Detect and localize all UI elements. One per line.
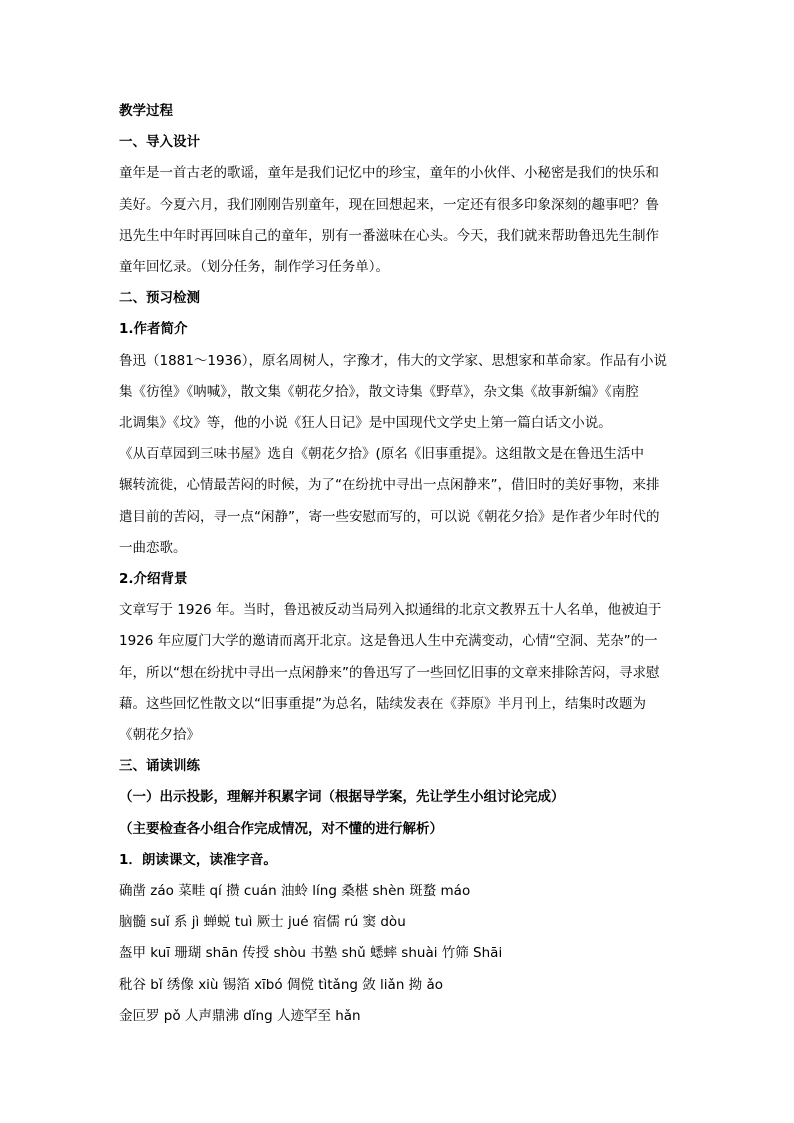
author-intro-paragraph — [119, 346, 679, 440]
pinyin-line: 秕谷 bǐ 绣像 xiù 锡箔 xībó 倜傥 tìtǎng 敛 liǎn 拗 ǎo — [119, 976, 443, 993]
para-line: 《从百草园到三味书屋》选自《朝花夕拾》(原名《旧事重提》。这组散文是在鲁迅生活中 — [119, 446, 645, 463]
collection-paragraph — [119, 439, 679, 564]
pinyin-line: 确凿 záo 菜畦 qí 攒 cuán 油蛉 líng 桑椹 shèn 斑蝥 máo — [119, 883, 471, 900]
para-line: 集《彷徨》《呐喊》，散文集《朝花夕拾》，散文诗集《野草》，杂文集《故事新编》《南腔 — [119, 383, 639, 400]
section-3-heading: 三、诵读训练 — [119, 758, 200, 775]
para-line: 年，所以“想在纷扰中寻出一点闲静来”的鲁迅写了一些回忆旧事的文章来排除苦闷，寻求慰 — [119, 664, 660, 681]
author-intro-heading: 1.作者简介 — [119, 321, 188, 338]
intro-paragraph — [119, 158, 679, 283]
para-line: 童年是一首古老的歌谣，童年是我们记忆中的珍宝，童年的小伙伴、小秘密是我们的快乐和 — [119, 165, 659, 182]
background-paragraph — [119, 595, 679, 751]
para-line: 美好。今夏六月，我们刚刚告别童年，现在回想起来，一定还有很多印象深刻的趣事吧？鲁 — [119, 196, 659, 213]
para-line: 一曲恋歌。 — [119, 539, 187, 556]
pinyin-line: 金叵罗 pǒ 人声鼎沸 dǐng 人迹罕至 hǎn — [119, 1007, 361, 1024]
document-page — [119, 96, 679, 1032]
para-line: 鲁迅（1881～1936），原名周树人，字豫才，伟大的文学家、思想家和革命家。作品有小说 — [119, 352, 667, 369]
para-line: 童年回忆录。（划分任务，制作学习任务单）。 — [119, 259, 389, 276]
para-line: 遣目前的苦闷，寻一点“闲静”，寄一些安慰而写的，可以说《朝花夕拾》是作者少年时代的 — [119, 508, 660, 525]
check-note: （主要检查各小组合作完成情况，对不懂的进行解析） — [119, 820, 443, 837]
section-2-heading: 二、预习检测 — [119, 290, 200, 307]
para-line: 文章写于 1926 年。当时，鲁迅被反动当局列入拟通缉的北京文教界五十人名单，他被迫于 — [119, 602, 662, 619]
pinyin-line: 盔甲 kuī 珊瑚 shān 传授 shòu 书塾 shǔ 蟋蟀 shuài 竹筛 Shāi — [119, 945, 503, 962]
background-heading: 2.介绍背景 — [119, 571, 188, 588]
para-line: 1926 年应厦门大学的邀请而离开北京。这是鲁迅人生中充满变动，心情“空洞、芜杂”的一 — [119, 633, 658, 650]
para-line: 《朝花夕拾》 — [119, 727, 200, 744]
projection-note: （一）出示投影，理解并积累字词（根据导学案，先让学生小组讨论完成） — [119, 789, 565, 806]
doc-title: 教学过程 — [119, 103, 173, 119]
reading-heading: 1．朗读课文，读准字音。 — [119, 851, 277, 868]
para-line: 迅先生中年时再回味自己的童年，别有一番滋味在心头。今天，我们就来帮助鲁迅先生制作 — [119, 227, 659, 244]
pinyin-line: 脑髓 suǐ 系 jì 蝉蜕 tuì 厥士 jué 宿儒 rú 窦 dòu — [119, 914, 406, 931]
section-1-heading: 一、导入设计 — [119, 134, 200, 151]
para-line: 藉。这些回忆性散文以“旧事重提”为总名，陆续发表在《莽原》半月刊上，结集时改题为 — [119, 695, 646, 712]
pinyin-list — [119, 876, 679, 1032]
para-line: 辗转流徙，心情最苦闷的时候，为了“在纷扰中寻出一点闲静来”，借旧时的美好事物，来排 — [119, 477, 660, 494]
para-line: 北调集》《坟》等，他的小说《狂人日记》是中国现代文学史上第一篇白话文小说。 — [119, 415, 612, 432]
